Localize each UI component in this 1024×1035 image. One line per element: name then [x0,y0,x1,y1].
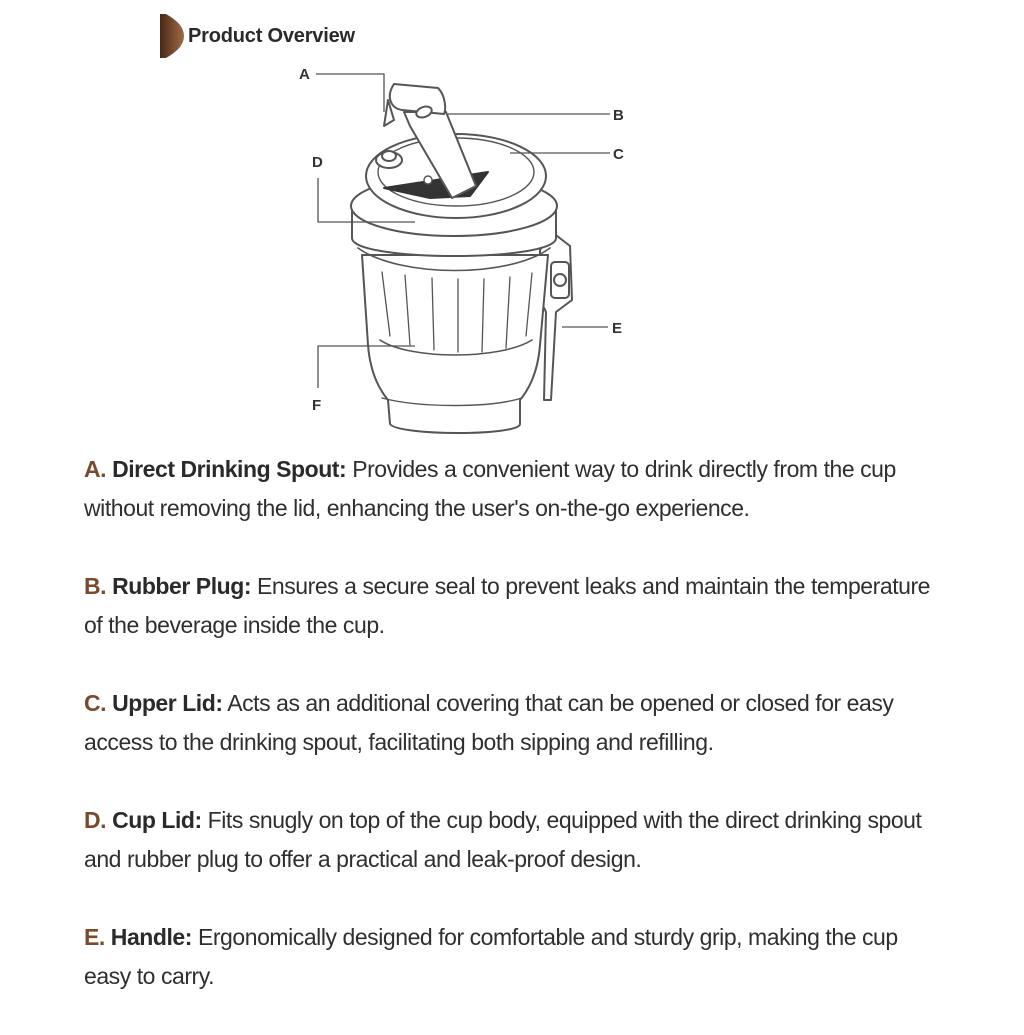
part-text: Ensures a secure seal to prevent leaks and maintain the temperature of the beverage inside the cup. [84,573,931,638]
part-term: Upper Lid: [112,690,223,716]
part-text: Acts as an additional covering that can be opened or closed for easy access to the drinking spout, facilitating both sipping and refilling. [84,690,894,755]
callout-c: C [613,146,624,163]
callout-d: D [312,154,323,171]
part-description-handle [84,918,944,996]
part-text: Ergonomically designed for comfortable and sturdy grip, making the cup easy to carry. [84,924,898,989]
part-letter: C. [84,690,107,716]
page-title: Product Overview [188,24,355,47]
callout-b: B [613,107,624,124]
rubber-plug-drawing [376,151,402,168]
part-term: Rubber Plug: [112,573,252,599]
part-letter: D. [84,807,107,833]
callout-a: A [299,66,310,83]
part-letter: E. [84,924,105,950]
part-text: Fits snugly on top of the cup body, equipped with the direct drinking spout and rubber plug to offer a practical and leak-proof design. [84,807,922,872]
leader-line-a [316,74,384,112]
part-letter: B. [84,573,107,599]
callout-f: F [312,397,322,414]
part-description-cup-lid [84,801,944,879]
part-description-spout [84,450,944,528]
part-descriptions [84,450,944,1035]
part-term: Direct Drinking Spout: [112,456,347,482]
part-description-upper-lid [84,684,944,762]
callout-e: E [612,320,623,337]
part-description-plug [84,567,944,645]
part-term: Cup Lid: [112,807,202,833]
part-term: Handle: [110,924,192,950]
part-text: Provides a convenient way to drink directly from the cup without removing the lid, enhancing the user's on-the-go experience. [84,456,896,521]
part-letter: A. [84,456,107,482]
cup-body-drawing [362,255,548,433]
cup-diagram [0,0,1024,460]
